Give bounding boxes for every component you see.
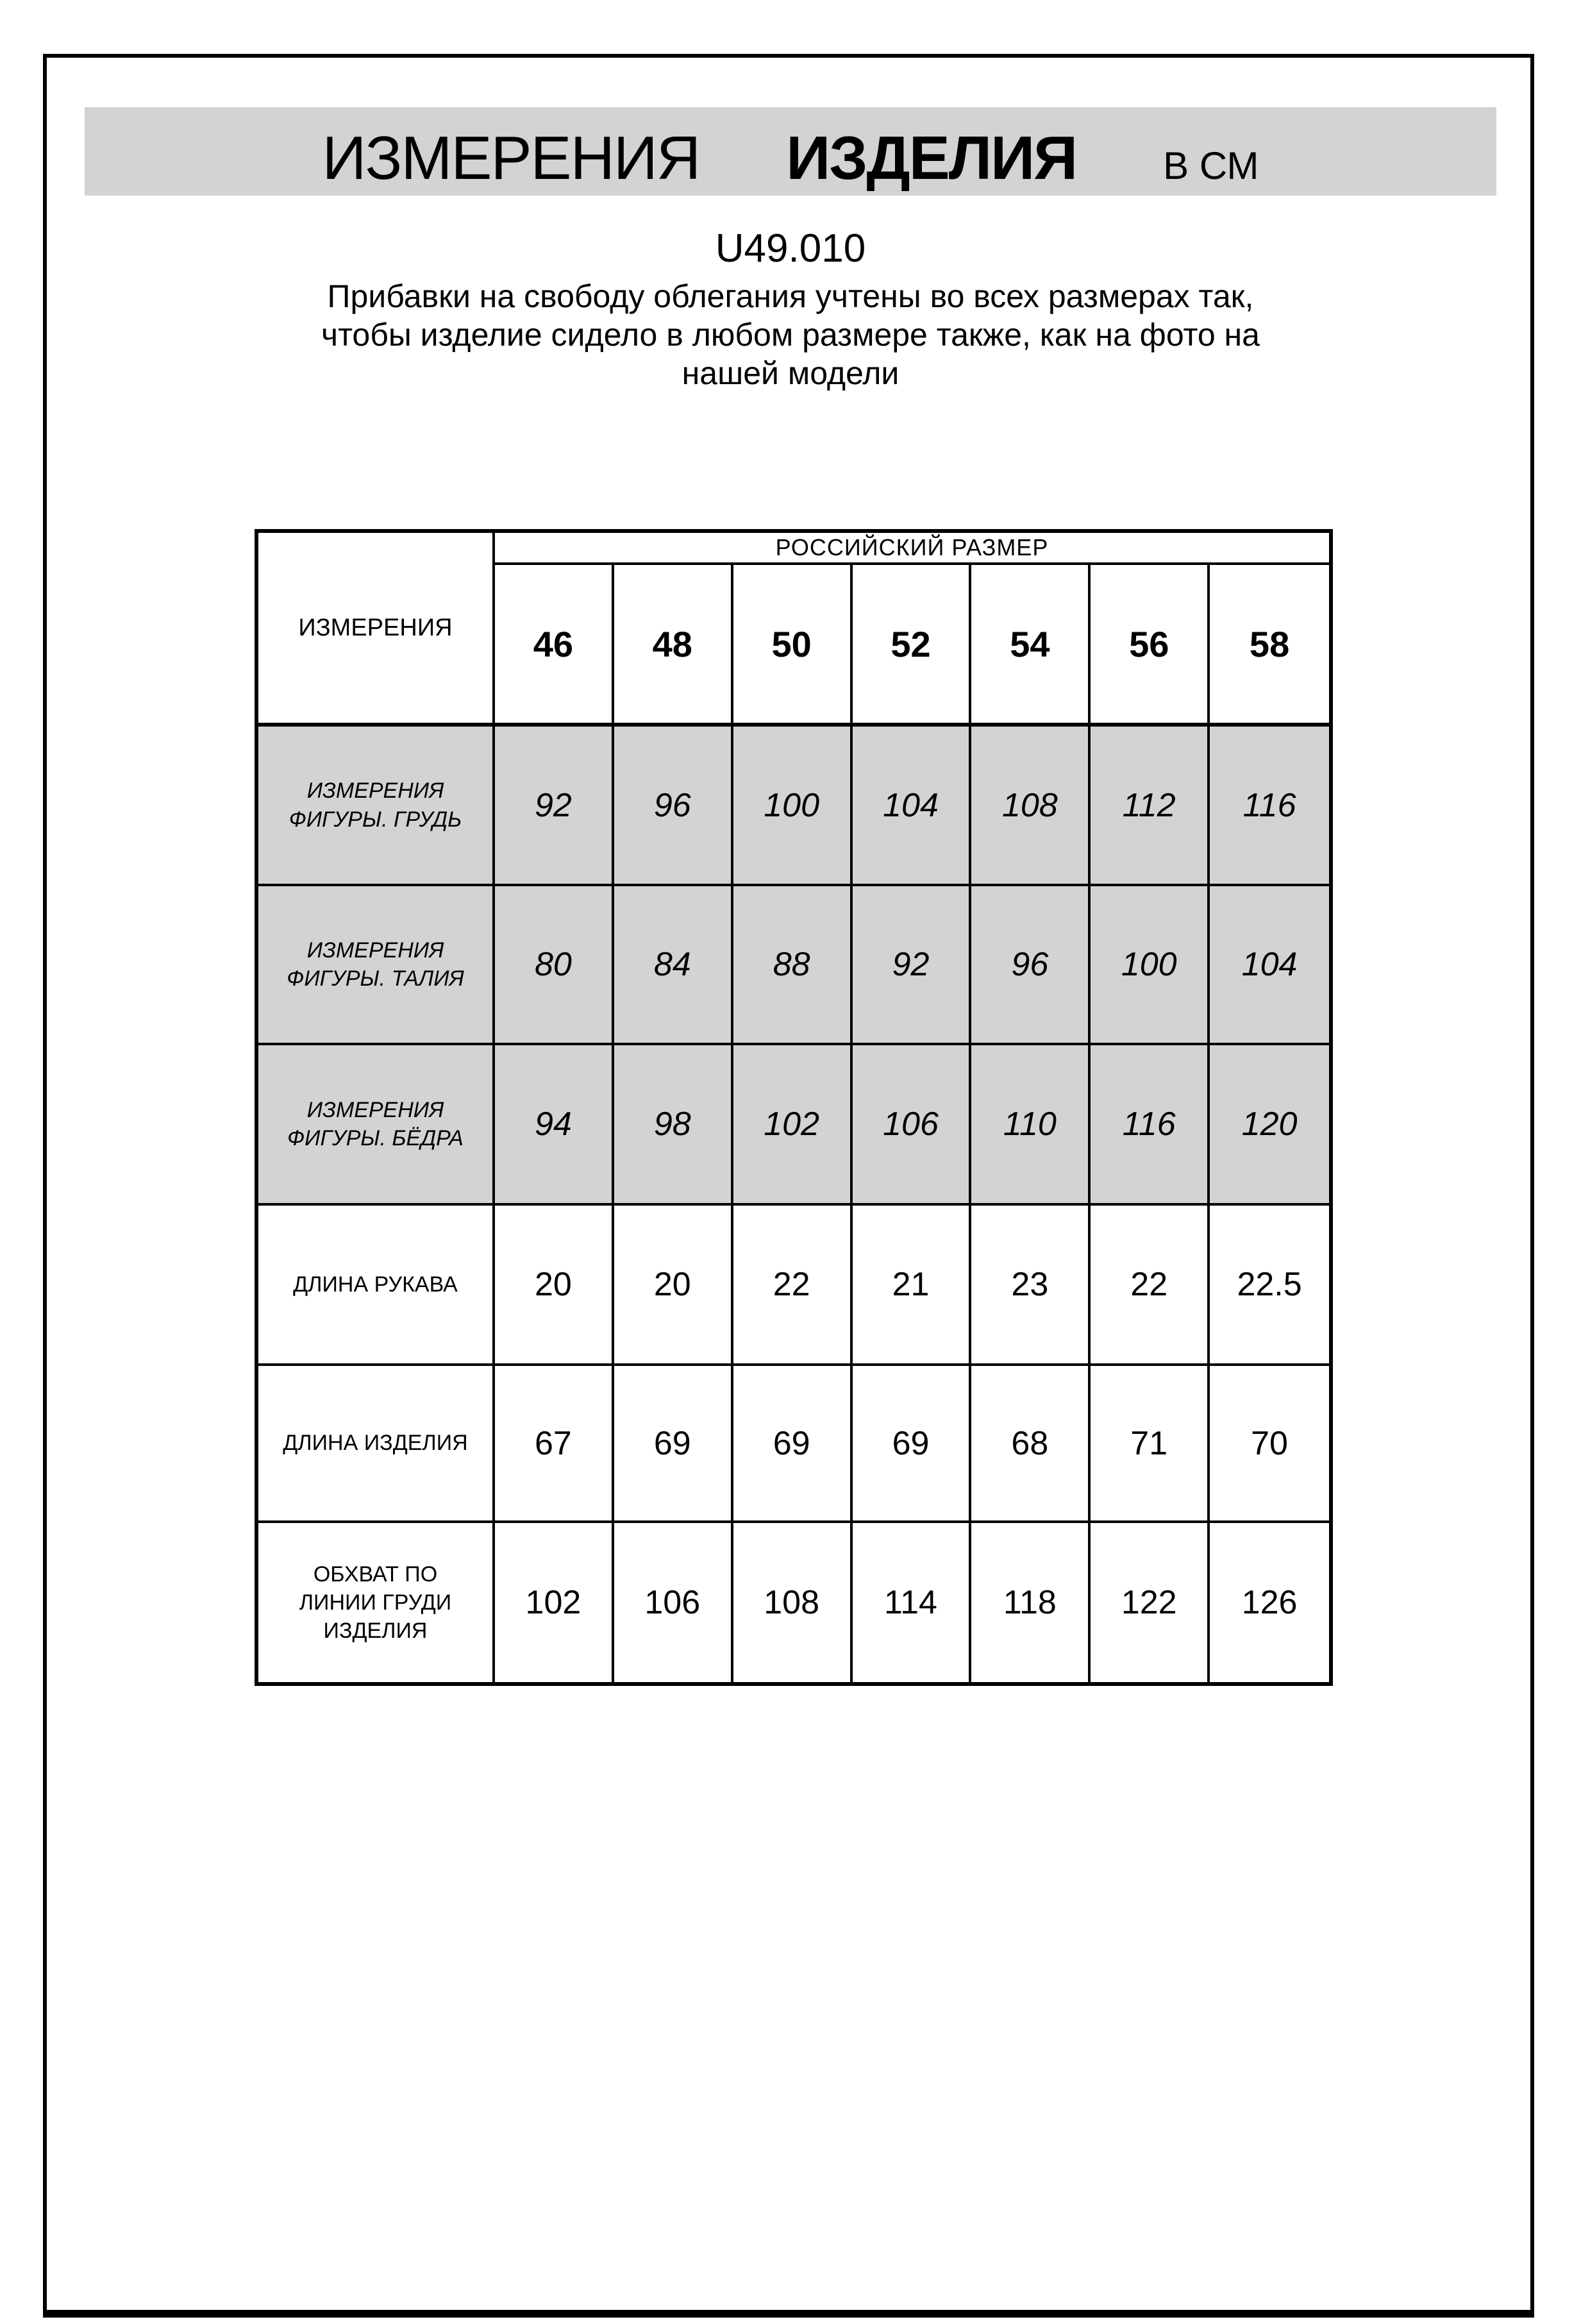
size-table bbox=[255, 529, 1333, 1686]
value-cell: 122 bbox=[1091, 1523, 1210, 1682]
value-cell: 88 bbox=[733, 886, 853, 1045]
note-line-1: Прибавки на свободу облегания учтены во всех размерах так, bbox=[327, 278, 1254, 314]
row-label-sleeve-length: ДЛИНА РУКАВА bbox=[258, 1206, 495, 1366]
value-cell: 96 bbox=[971, 886, 1091, 1045]
value-cell: 20 bbox=[614, 1206, 733, 1366]
value-cell: 70 bbox=[1210, 1366, 1329, 1523]
title-word-product: ИЗДЕЛИЯ bbox=[786, 124, 1077, 192]
value-cell: 104 bbox=[1210, 886, 1329, 1045]
row-label-hips: ИЗМЕРЕНИЯ ФИГУРЫ. БЁДРА bbox=[258, 1045, 495, 1206]
value-cell: 116 bbox=[1210, 727, 1329, 886]
value-cell: 102 bbox=[495, 1523, 614, 1682]
value-cell: 110 bbox=[971, 1045, 1091, 1206]
value-cell: 114 bbox=[853, 1523, 972, 1682]
value-cell: 106 bbox=[853, 1045, 972, 1206]
value-cell: 69 bbox=[853, 1366, 972, 1523]
value-cell: 118 bbox=[971, 1523, 1091, 1682]
value-cell: 108 bbox=[733, 1523, 853, 1682]
value-cell: 23 bbox=[971, 1206, 1091, 1366]
value-cell: 92 bbox=[495, 727, 614, 886]
value-cell: 126 bbox=[1241, 1584, 1298, 1621]
value-cell: 112 bbox=[1091, 727, 1210, 886]
product-code: U49.010 bbox=[715, 226, 866, 271]
value-cell: 106 bbox=[614, 1523, 733, 1682]
title-unit-cm: В СМ bbox=[1163, 144, 1259, 187]
value-cell: 67 bbox=[495, 1366, 614, 1523]
row-label-garment-length: ДЛИНА ИЗДЕЛИЯ bbox=[258, 1366, 495, 1523]
value-cell: 80 bbox=[495, 886, 614, 1045]
size-cell: 54 bbox=[971, 565, 1091, 727]
value-cell: 68 bbox=[971, 1366, 1091, 1523]
size-cell: 56 bbox=[1091, 565, 1210, 727]
size-cell: 50 bbox=[733, 565, 853, 727]
value-cell: 22 bbox=[1091, 1206, 1210, 1366]
value-cell: 108 bbox=[971, 727, 1091, 886]
value-cell: 92 bbox=[853, 886, 972, 1045]
size-cell: 48 bbox=[614, 565, 733, 727]
row-label-chest-circumference: ОБХВАТ ПО ЛИНИИ ГРУДИ ИЗДЕЛИЯ bbox=[258, 1523, 495, 1682]
size-cell: 46 bbox=[495, 565, 614, 727]
corner-label: ИЗМЕРЕНИЯ bbox=[258, 533, 495, 727]
title-word-measurements: ИЗМЕРЕНИЯ bbox=[322, 124, 700, 192]
row-label-waist: ИЗМЕРЕНИЯ ФИГУРЫ. ТАЛИЯ bbox=[258, 886, 495, 1045]
value-cell: 94 bbox=[495, 1045, 614, 1206]
value-cell: 120 bbox=[1210, 1045, 1329, 1206]
size-group-header: РОССИЙСКИЙ РАЗМЕР bbox=[495, 533, 1329, 565]
value-cell: 98 bbox=[614, 1045, 733, 1206]
value-cell: 69 bbox=[614, 1366, 733, 1523]
value-cell: 116 bbox=[1091, 1045, 1210, 1206]
note-line-3: нашей модели bbox=[682, 355, 899, 391]
fit-note bbox=[0, 277, 1581, 392]
size-cell: 52 bbox=[853, 565, 972, 727]
value-cell: 22 bbox=[733, 1206, 853, 1366]
value-cell: 69 bbox=[733, 1366, 853, 1523]
value-cell: 20 bbox=[495, 1206, 614, 1366]
value-cell: 100 bbox=[1091, 886, 1210, 1045]
note-line-2: чтобы изделие сидело в любом размере также, как на фото на bbox=[321, 317, 1260, 353]
value-cell: 84 bbox=[614, 886, 733, 1045]
value-cell: 104 bbox=[853, 727, 972, 886]
value-cell: 71 bbox=[1091, 1366, 1210, 1523]
size-cell: 58 bbox=[1210, 565, 1329, 727]
value-cell: 96 bbox=[614, 727, 733, 886]
title-band bbox=[85, 107, 1496, 196]
value-cell: 102 bbox=[733, 1045, 853, 1206]
value-cell: 21 bbox=[853, 1206, 972, 1366]
value-cell: 22.5 bbox=[1210, 1206, 1329, 1366]
row-label-chest: ИЗМЕРЕНИЯ ФИГУРЫ. ГРУДЬ bbox=[258, 727, 495, 886]
value-cell: 100 bbox=[733, 727, 853, 886]
